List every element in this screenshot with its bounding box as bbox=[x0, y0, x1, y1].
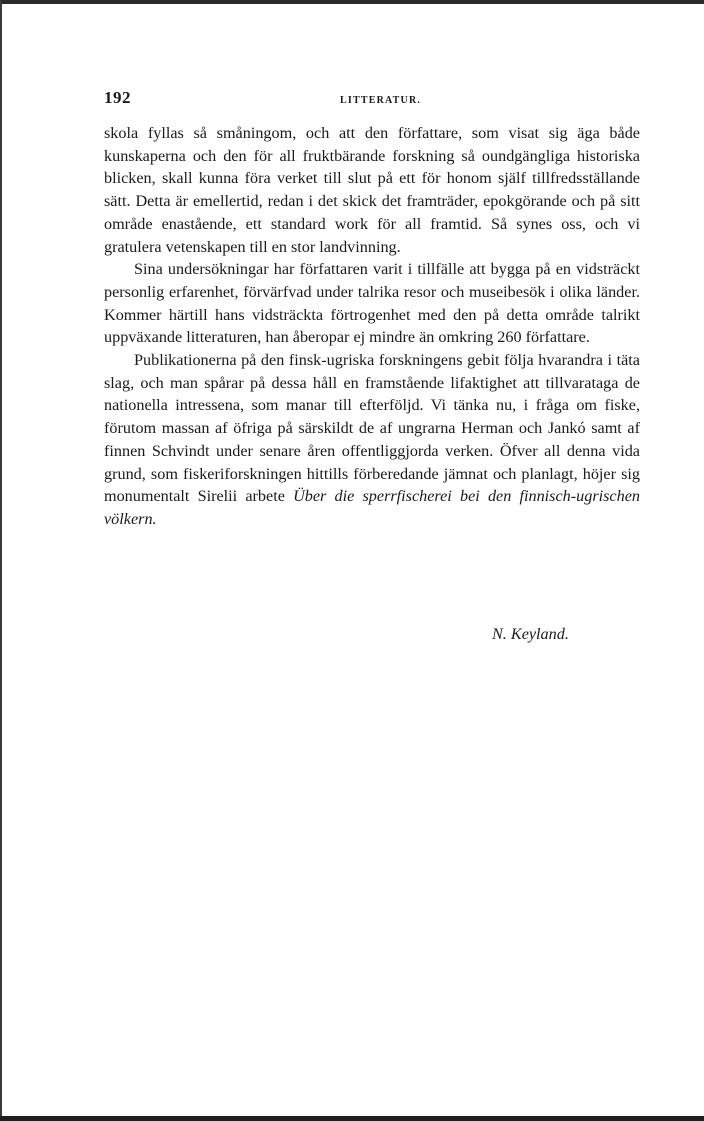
page-number: 192 bbox=[104, 88, 131, 107]
paragraph-1: skola fyllas så småningom, och att den författare, som visat sig äga både kunskaperna och den för all fruktbärande forskning så oundgängliga historiska blicken, skall kunna föra verket till slut på ett för honom själf tillfredsställande sätt. Detta är emellertid, redan i det skick det framträder, epokgörande och på sitt område enastående, ett standard work för all framtid. Så synes oss, och vi gratulera vetenskapen till en stor landvinning. bbox=[104, 124, 640, 256]
paragraph-3 bbox=[104, 349, 640, 531]
page-left-edge bbox=[0, 0, 2, 1121]
page-top-edge bbox=[0, 0, 704, 4]
running-head: LITTERATUR. bbox=[340, 95, 422, 106]
page-bottom-edge bbox=[0, 1116, 704, 1121]
paragraph-2: Sina undersökningar har författaren varit i tillfälle att bygga på en vidsträckt personlig erfarenhet, förvärfvad under talrika resor och museibesök i olika länder. Kommer härtill hans vidsträckta förtrogenhet med den på detta område talrikt uppväxande litteraturen, han åberopar ej mindre än omkring 260 författare. bbox=[104, 260, 640, 347]
author-signature: N. Keyland. bbox=[492, 625, 569, 643]
body-text bbox=[104, 122, 640, 531]
paragraph-3-text: Publikationerna på den finsk-ugriska forskningens gebit följa hvarandra i täta slag, och man spårar på dessa håll en framstående lifaktighet att tillvarataga de nationella intressena, som manar till efterföljd. Vi tänka nu, i fråga om fiske, förutom massan af öfriga på särskildt de af ungrarna Herman och Jankó samt af finnen Schvindt under senare åren offentliggjorda verken. Öfver all denna vida grund, som fiskeriforskningen hittills förberedande jämnat och planlagt, höjer sig monumentalt Sirelii arbete bbox=[104, 351, 640, 506]
cited-work-title: Über die sperrfischerei bei den finnisch-ugrischen völkern. bbox=[104, 487, 640, 528]
